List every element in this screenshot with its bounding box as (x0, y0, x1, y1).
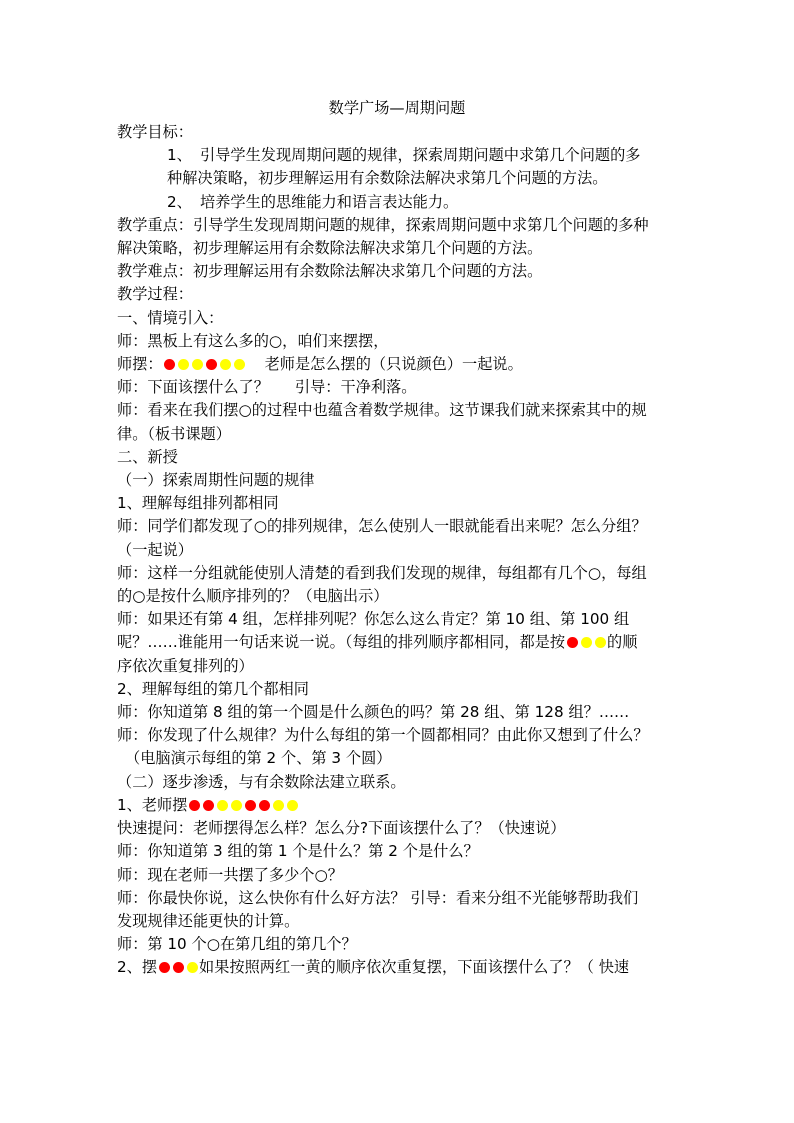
paragraph-9-line-1: 师：你发现了什么规律？为什么每组的第一个圆都相同？由此你又想到了什么？ (117, 726, 649, 745)
item-2-heading: 2、理解每组的第几个都相同 (117, 679, 309, 698)
yellow-circle-icon (231, 800, 242, 811)
item-4-heading (117, 956, 677, 979)
paragraph-1: 师：黑板上有这么多的○，咱们来摆摆， (117, 331, 389, 350)
goal-2 (117, 191, 677, 214)
paragraph-7-line-2 (117, 631, 677, 654)
yellow-circle-icon (234, 359, 245, 370)
paragraph-8: 师：你知道第 8 组的第一个圆是什么颜色的吗？第 28 组、第 128 组？…… (117, 703, 630, 722)
goal-1-number: 1、 (167, 146, 192, 165)
red-circle-icon (567, 637, 578, 648)
paragraph-13-line-2: 发现规律还能更快的计算。 (117, 911, 300, 930)
paragraph-3-guide: 引导：干净利落。 (294, 378, 417, 397)
red-circle-icon (245, 800, 256, 811)
yellow-circle-icon (581, 637, 592, 648)
item-4-suffix: 如果按照两红一黄的顺序依次重复摆，下面该摆什么了？（ 快速 (199, 958, 630, 977)
paragraph-12: 师：现在老师一共摆了多少个○？ (117, 865, 343, 884)
yellow-circle-icon (595, 637, 606, 648)
dot-row-p7 (565, 633, 607, 651)
paragraph-10: 快速提问：老师摆得怎么样？怎么分?下面该摆什么了？（快速说） (117, 819, 566, 838)
red-circle-icon (164, 359, 175, 370)
paragraph-3 (117, 376, 677, 399)
paragraph-2 (117, 353, 677, 376)
paragraph-3-question: 师：下面该摆什么了？ (117, 378, 269, 397)
paragraph-7-line-3: 序依次重复排列的） (117, 656, 254, 675)
red-circle-icon (206, 359, 217, 370)
goal-1-line-1: 引导学生发现周期问题的规律，探索周期问题中求第几个问题的多 (200, 146, 641, 165)
yellow-circle-icon (287, 800, 298, 811)
goal-2-text: 培养学生的思维能力和语言表达能力。 (200, 192, 459, 211)
paragraph-2-prefix: 师摆： (117, 355, 163, 374)
paragraph-6-line-1: 师：这样一分组就能使别人清楚的看到我们发现的规律，每组都有几个○，每组 (117, 563, 647, 582)
paragraph-14: 师：第 10 个○在第几组的第几个？ (117, 935, 357, 954)
goal-1-line-2: 种解决策略，初步理解运用有余数除法解决求第几个问题的方法。 (167, 169, 608, 188)
yellow-circle-icon (187, 962, 198, 973)
paragraph-4-line-1: 师：看来在我们摆○的过程中也蕴含着数学规律。这节课我们就来探索其中的规 (117, 401, 647, 420)
section-2-heading: 二、新授 (117, 447, 178, 466)
paragraph-7-line-1: 师：如果还有第 4 组，怎样排列呢？你怎么这么肯定？第 10 组、第 100 组 (117, 610, 630, 629)
paragraph-7-line-2-end: 的顺 (607, 633, 638, 652)
item-1-heading: 1、理解每组排列都相同 (117, 494, 279, 513)
subsection-1-heading: （一）探索周期性问题的规律 (117, 471, 315, 490)
red-circle-icon (173, 962, 184, 973)
red-circle-icon (189, 800, 200, 811)
document-page (117, 96, 677, 980)
yellow-circle-icon (178, 359, 189, 370)
subsection-2-heading: （二）逐步渗透，与有余数除法建立联系。 (117, 772, 406, 791)
yellow-circle-icon (192, 359, 203, 370)
paragraph-6-line-2: 的○是按什么顺序排列的？（电脑出示） (117, 587, 389, 606)
item-4-prefix: 2、摆 (117, 958, 158, 977)
red-circle-icon (203, 800, 214, 811)
paragraph-2-suffix: 老师是怎么摆的（只说颜色）一起说。 (264, 355, 523, 374)
document-title: 数学广场—周期问题 (328, 99, 466, 117)
goal-1 (117, 144, 677, 167)
paragraph-4-line-2: 律。（板书课题） (117, 424, 231, 443)
process-label: 教学过程： (117, 285, 193, 304)
dot-row-item3 (187, 796, 299, 814)
dot-row-item4 (157, 958, 199, 976)
paragraph-5-line-1: 师：同学们都发现了○的排列规律，怎么使别人一眼就能看出来呢？怎么分组？ (117, 517, 647, 536)
goals-label: 教学目标： (117, 123, 193, 141)
paragraph-11: 师：你知道第 3 组的第 1 个是什么？第 2 个是什么？ (117, 842, 479, 861)
yellow-circle-icon (217, 800, 228, 811)
paragraph-9-line-2: （电脑演示每组的第 2 个、第 3 个圆） (125, 749, 392, 768)
item-3-heading (117, 794, 677, 817)
yellow-circle-icon (220, 359, 231, 370)
focus-line-1: 教学重点：引导学生发现周期问题的规律，探索周期问题中求第几个问题的多种 (117, 215, 649, 234)
paragraph-13-line-1: 师：你最快你说，这么快你有什么好方法？ 引导：看来分组不光能够帮助我们 (117, 888, 639, 907)
dot-row-p2 (163, 355, 247, 373)
item-3-prefix: 1、老师摆 (117, 795, 188, 814)
goal-2-number: 2、 (167, 192, 192, 211)
red-circle-icon (159, 962, 170, 973)
section-1-heading: 一、情境引入： (117, 308, 224, 327)
paragraph-5-line-2: （一起说） (117, 540, 193, 559)
goal-1-cont (117, 167, 677, 190)
red-circle-icon (259, 800, 270, 811)
paragraph-7-line-2-start: 呢？……谁能用一句话来说一说。（每组的排列顺序都相同，都是按 (117, 633, 566, 652)
difficulty-line: 教学难点：初步理解运用有余数除法解决求第几个问题的方法。 (117, 262, 543, 281)
focus-line-2: 解决策略，初步理解运用有余数除法解决求第几个问题的方法。 (117, 239, 543, 258)
yellow-circle-icon (273, 800, 284, 811)
